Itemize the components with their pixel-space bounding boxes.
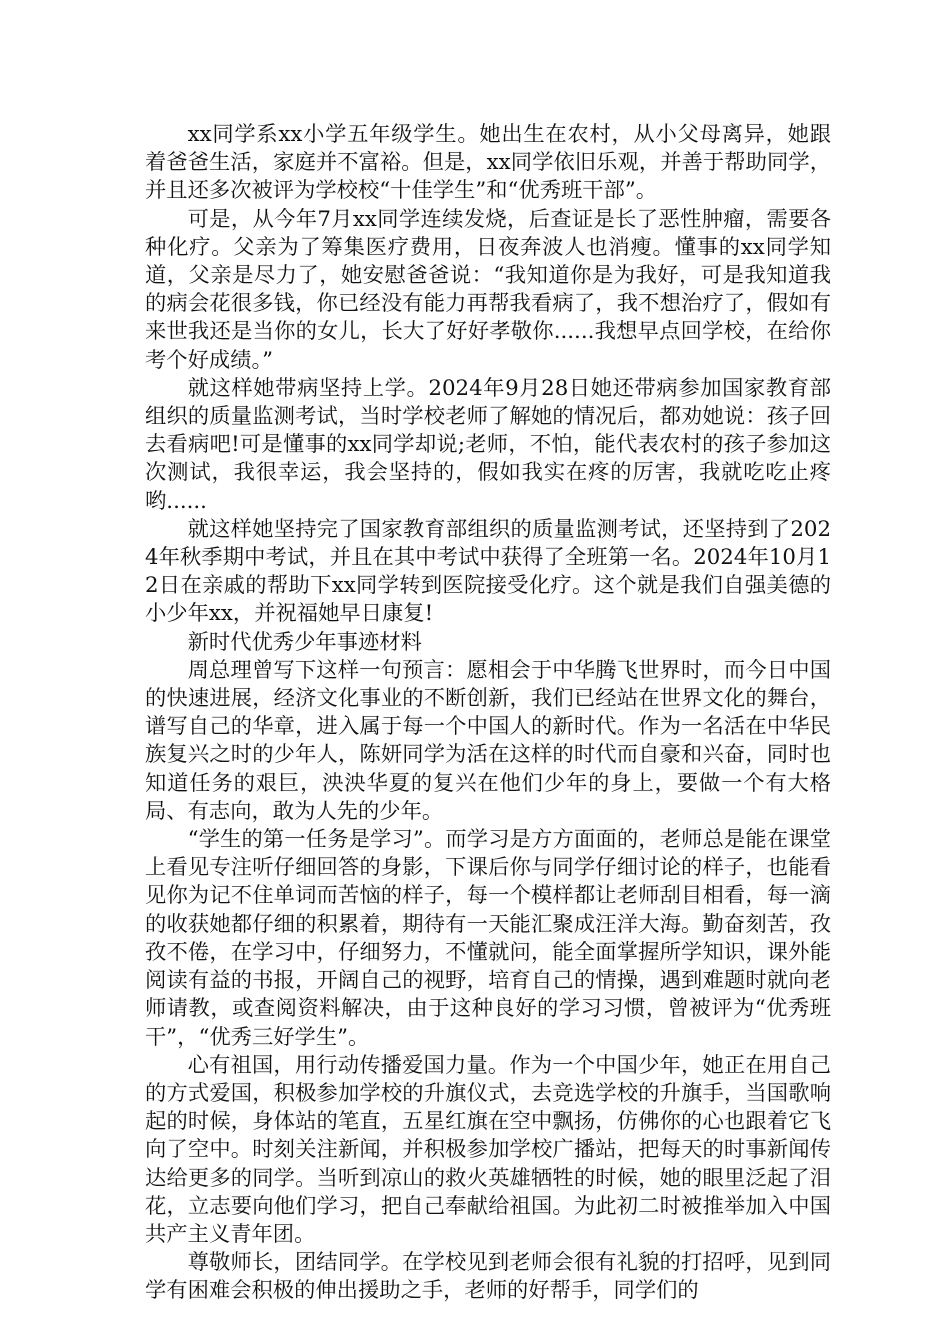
document-page bbox=[145, 121, 831, 1306]
paragraph: 尊敬师长，团结同学。在学校见到老师会很有礼貌的打招呼，见到同学有困难会积极的伸出援助之手，老师的好帮手，同学们的 bbox=[145, 1250, 831, 1304]
paragraph: xx同学系xx小学五年级学生。她出生在农村，从小父母离异，她跟着爸爸生活，家庭并不富裕。但是，xx同学依旧乐观，并善于帮助同学，并且还多次被评为学校校“十佳学生”和“优秀班干部”。 bbox=[145, 122, 831, 204]
paragraph: 可是，从今年7月xx同学连续发烧，后查证是长了恶性肿瘤，需要各种化疗。父亲为了筹集医疗费用，日夜奔波人也消瘦。懂事的xx同学知道，父亲是尽力了，她安慰爸爸说：“我知道你是为我好，可是我知道我的病会花很多钱，你已经没有能力再帮我看病了，我不想治疗了，假如有来世我还是当你的女儿，长大了好好孝敬你......我想早点回学校，在给你考个好成绩。” bbox=[145, 206, 831, 373]
paragraph: 心有祖国，用行动传播爱国力量。作为一个中国少年，她正在用自己的方式爱国，积极参加学校的升旗仪式，去竞选学校的升旗手，当国歌响起的时候，身体站的笔直，五星红旗在空中飘扬，仿佛你的心也跟着它飞向了空中。时刻关注新闻，并积极参加学校广播站，把每天的时事新闻传达给更多的同学。当听到凉山的救火英雄牺牲的时候，她的眼里泛起了泪花，立志要向他们学习，把自己奉献给祖国。为此初二时被推举加入中国共产主义青年团。 bbox=[145, 1052, 831, 1247]
section-heading: 新时代优秀少年事迹材料 bbox=[187, 629, 422, 655]
paragraph: 就这样她坚持完了国家教育部组织的质量监测考试，还坚持到了2024年秋季期中考试，并且在其中考试中获得了全班第一名。2024年10月12日在亲戚的帮助下xx同学转到医院接受化疗。这个就是我们自强美德的小少年xx，并祝福她早日康复! bbox=[145, 516, 831, 627]
paragraph: “学生的第一任务是学习”。而学习是方方面面的，老师总是能在课堂上看见专注听仔细回答的身影，下课后你与同学仔细讨论的样子，也能看见你为记不住单词而苦恼的样子，每一个模样都让老师刮目相看，每一滴的收获她都仔细的积累着，期待有一天能汇聚成汪洋大海。勤奋刻苦，孜孜不倦，在学习中，仔细努力，不懂就问，能全面掌握所学知识，课外能阅读有益的书报，开阔自己的视野，培育自己的情操，遇到难题时就向老师请教，或查阅资料解决，由于这种良好的学习习惯，曾被评为“优秀班干”，“优秀三好学生”。 bbox=[145, 827, 831, 1050]
paragraph: 周总理曾写下这样一句预言：愿相会于中华腾飞世界时，而今日中国的快速进展，经济文化事业的不断创新，我们已经站在世界文化的舞台，谱写自己的华章，进入属于每一个中国人的新时代。作为一名活在中华民族复兴之时的少年人，陈妍同学为活在这样的时代而自豪和兴奋，同时也知道任务的艰巨，泱泱华夏的复兴在他们少年的身上，要做一个有大格局、有志向，敢为人先的少年。 bbox=[145, 657, 831, 824]
paragraph: 就这样她带病坚持上学。2024年9月28日她还带病参加国家教育部组织的质量监测考试，当时学校老师了解她的情况后，都劝她说：孩子回去看病吧!可是懂事的xx同学却说;老师，不怕，能代表农村的孩子参加这次测试，我很幸运，我会坚持的，假如我实在疼的厉害，我就吃吃止疼哟...... bbox=[145, 375, 831, 514]
